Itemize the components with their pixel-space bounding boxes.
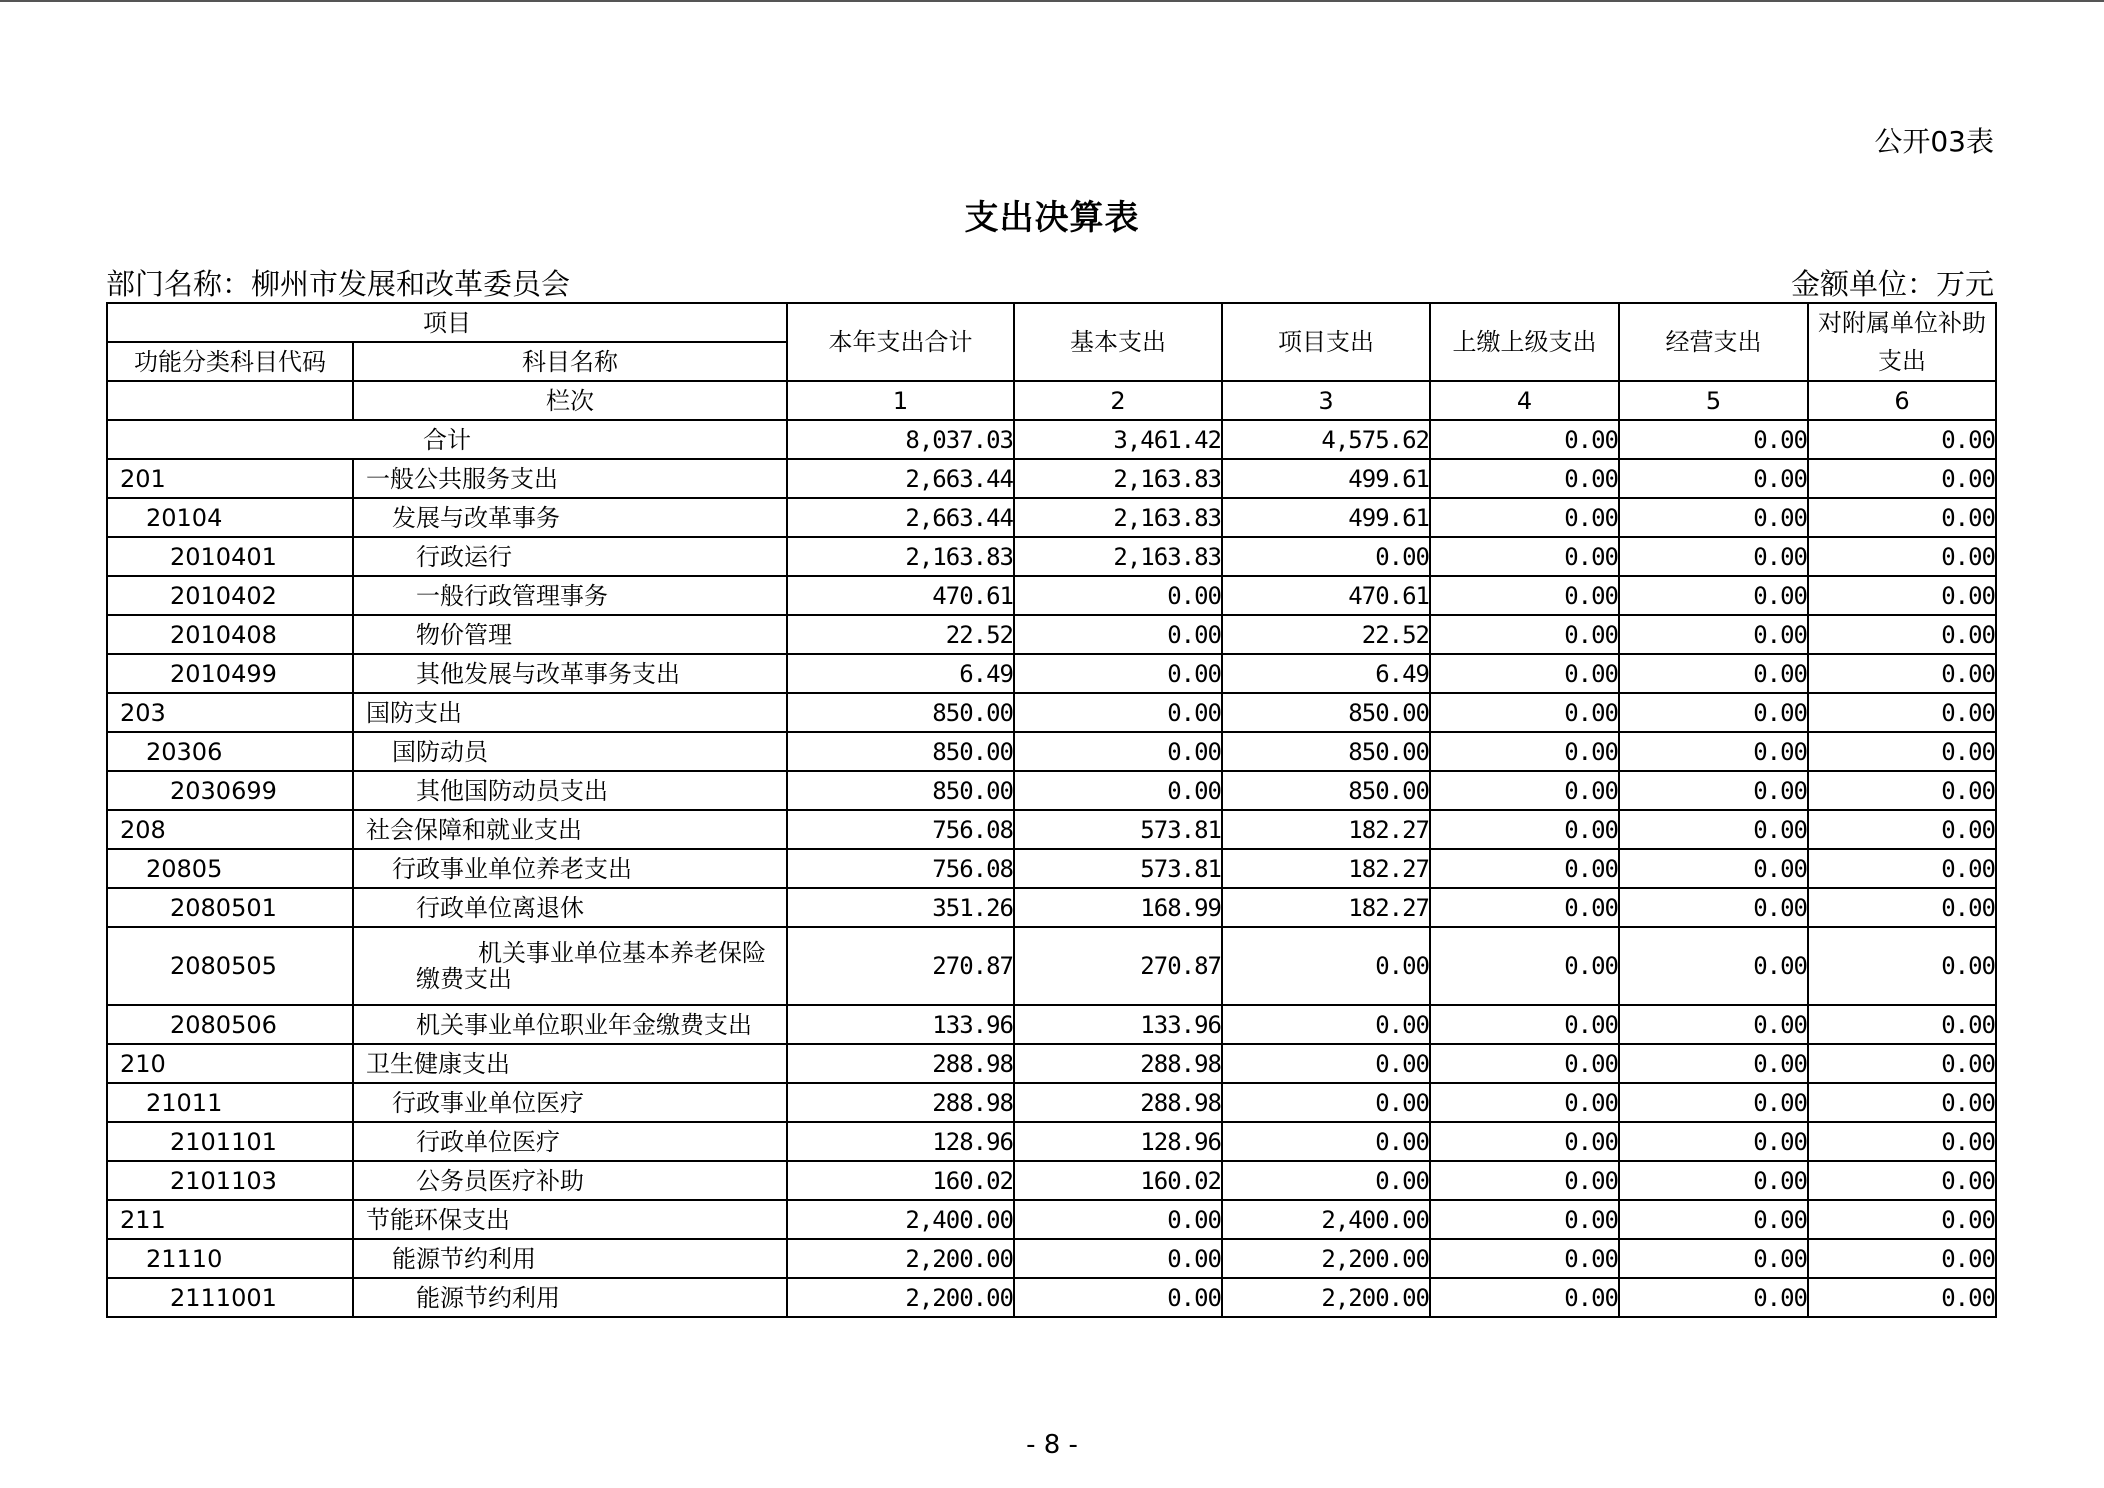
col-number: 4 xyxy=(1430,381,1619,420)
amount-cell: 0.00 xyxy=(1222,927,1430,1005)
amount-cell: 0.00 xyxy=(1619,810,1808,849)
amount-cell: 470.61 xyxy=(1222,576,1430,615)
amount-cell: 850.00 xyxy=(1222,693,1430,732)
amount-cell: 6.49 xyxy=(787,654,1014,693)
amount-cell: 850.00 xyxy=(787,732,1014,771)
subject-name: 能源节约利用 xyxy=(353,1239,787,1278)
total-label: 合计 xyxy=(107,420,787,459)
table-row xyxy=(107,1005,1996,1044)
amount-cell: 2,663.44 xyxy=(787,498,1014,537)
amount-cell: 270.87 xyxy=(1014,927,1222,1005)
subject-name: 行政运行 xyxy=(353,537,787,576)
header-row-1 xyxy=(107,303,1996,342)
amount-cell: 0.00 xyxy=(1430,888,1619,927)
amount-cell: 182.27 xyxy=(1222,888,1430,927)
total-value: 0.00 xyxy=(1430,420,1619,459)
header-project: 项目支出 xyxy=(1222,303,1430,381)
amount-cell: 160.02 xyxy=(1014,1161,1222,1200)
amount-cell: 756.08 xyxy=(787,849,1014,888)
amount-cell: 499.61 xyxy=(1222,498,1430,537)
amount-cell: 0.00 xyxy=(1619,1239,1808,1278)
amount-cell: 0.00 xyxy=(1430,693,1619,732)
amount-cell: 0.00 xyxy=(1014,732,1222,771)
amount-cell: 0.00 xyxy=(1619,1161,1808,1200)
amount-cell: 0.00 xyxy=(1014,693,1222,732)
amount-cell: 0.00 xyxy=(1619,888,1808,927)
col-number: 2 xyxy=(1014,381,1222,420)
amount-cell: 0.00 xyxy=(1808,1005,1996,1044)
amount-cell: 270.87 xyxy=(787,927,1014,1005)
amount-cell: 2,200.00 xyxy=(1222,1239,1430,1278)
subject-code: 2101101 xyxy=(107,1122,353,1161)
subject-code: 2111001 xyxy=(107,1278,353,1317)
total-value: 0.00 xyxy=(1808,420,1996,459)
subject-code: 21011 xyxy=(107,1083,353,1122)
amount-cell: 0.00 xyxy=(1619,1122,1808,1161)
amount-cell: 0.00 xyxy=(1808,1161,1996,1200)
subject-code: 2010401 xyxy=(107,537,353,576)
amount-cell: 0.00 xyxy=(1014,615,1222,654)
col-number: 6 xyxy=(1808,381,1996,420)
amount-cell: 0.00 xyxy=(1619,615,1808,654)
subject-code: 2010402 xyxy=(107,576,353,615)
amount-cell: 0.00 xyxy=(1430,1200,1619,1239)
subject-name: 公务员医疗补助 xyxy=(353,1161,787,1200)
subject-name: 行政单位离退休 xyxy=(353,888,787,927)
amount-cell: 0.00 xyxy=(1430,459,1619,498)
amount-cell: 0.00 xyxy=(1808,654,1996,693)
table-row xyxy=(107,1122,1996,1161)
header-business: 经营支出 xyxy=(1619,303,1808,381)
table-row xyxy=(107,1044,1996,1083)
amount-cell: 2,163.83 xyxy=(787,537,1014,576)
header-col-index: 栏次 xyxy=(353,381,787,420)
col-number: 5 xyxy=(1619,381,1808,420)
subject-name: 行政事业单位医疗 xyxy=(353,1083,787,1122)
table-row xyxy=(107,576,1996,615)
subject-name: 机关事业单位基本养老保险缴费支出 xyxy=(353,927,787,1005)
subject-code: 2080505 xyxy=(107,927,353,1005)
amount-cell: 0.00 xyxy=(1430,810,1619,849)
total-row xyxy=(107,420,1996,459)
subject-code: 2080501 xyxy=(107,888,353,927)
header-subsidy: 对附属单位补助支出 xyxy=(1808,303,1996,381)
amount-cell: 2,200.00 xyxy=(1222,1278,1430,1317)
expenditure-table xyxy=(106,302,1997,1318)
subject-name: 能源节约利用 xyxy=(353,1278,787,1317)
amount-cell: 160.02 xyxy=(787,1161,1014,1200)
amount-cell: 0.00 xyxy=(1619,849,1808,888)
amount-cell: 288.98 xyxy=(1014,1083,1222,1122)
amount-cell: 0.00 xyxy=(1619,771,1808,810)
amount-cell: 0.00 xyxy=(1808,537,1996,576)
subject-code: 2010499 xyxy=(107,654,353,693)
table-row xyxy=(107,1239,1996,1278)
amount-cell: 0.00 xyxy=(1430,1083,1619,1122)
subject-code: 210 xyxy=(107,1044,353,1083)
amount-cell: 288.98 xyxy=(787,1044,1014,1083)
amount-cell: 133.96 xyxy=(787,1005,1014,1044)
amount-cell: 0.00 xyxy=(1619,537,1808,576)
table-row xyxy=(107,654,1996,693)
amount-cell: 0.00 xyxy=(1430,498,1619,537)
amount-cell: 0.00 xyxy=(1808,615,1996,654)
subject-code: 203 xyxy=(107,693,353,732)
table-row xyxy=(107,1278,1996,1317)
total-value: 0.00 xyxy=(1619,420,1808,459)
table-row xyxy=(107,927,1996,1005)
subject-name: 其他国防动员支出 xyxy=(353,771,787,810)
amount-cell: 0.00 xyxy=(1430,1239,1619,1278)
subject-code: 21110 xyxy=(107,1239,353,1278)
subject-code: 2101103 xyxy=(107,1161,353,1200)
amount-cell: 351.26 xyxy=(787,888,1014,927)
amount-cell: 182.27 xyxy=(1222,849,1430,888)
amount-cell: 0.00 xyxy=(1222,1005,1430,1044)
table-row xyxy=(107,537,1996,576)
col-number: 1 xyxy=(787,381,1014,420)
subject-name: 行政单位医疗 xyxy=(353,1122,787,1161)
header-total: 本年支出合计 xyxy=(787,303,1014,381)
amount-cell: 0.00 xyxy=(1808,888,1996,927)
table-row xyxy=(107,498,1996,537)
amount-cell: 168.99 xyxy=(1014,888,1222,927)
amount-cell: 0.00 xyxy=(1619,498,1808,537)
amount-cell: 0.00 xyxy=(1222,1161,1430,1200)
amount-cell: 0.00 xyxy=(1808,849,1996,888)
table-row xyxy=(107,1161,1996,1200)
amount-cell: 288.98 xyxy=(1014,1044,1222,1083)
col-number: 3 xyxy=(1222,381,1430,420)
form-number: 公开03表 xyxy=(1874,125,1994,158)
subject-code: 2010408 xyxy=(107,615,353,654)
amount-cell: 0.00 xyxy=(1430,615,1619,654)
amount-cell: 850.00 xyxy=(787,771,1014,810)
page-number: - 8 - xyxy=(1026,1430,1078,1460)
header-upper: 上缴上级支出 xyxy=(1430,303,1619,381)
table-row xyxy=(107,1083,1996,1122)
total-value: 8,037.03 xyxy=(787,420,1014,459)
amount-cell: 0.00 xyxy=(1808,576,1996,615)
amount-cell: 0.00 xyxy=(1430,537,1619,576)
amount-cell: 0.00 xyxy=(1014,1200,1222,1239)
amount-cell: 2,163.83 xyxy=(1014,459,1222,498)
amount-cell: 850.00 xyxy=(787,693,1014,732)
amount-cell: 0.00 xyxy=(1808,459,1996,498)
amount-cell: 0.00 xyxy=(1619,654,1808,693)
total-value: 4,575.62 xyxy=(1222,420,1430,459)
amount-cell: 128.96 xyxy=(1014,1122,1222,1161)
amount-cell: 133.96 xyxy=(1014,1005,1222,1044)
amount-cell: 0.00 xyxy=(1014,654,1222,693)
table-row xyxy=(107,810,1996,849)
total-value: 3,461.42 xyxy=(1014,420,1222,459)
amount-cell: 0.00 xyxy=(1808,1122,1996,1161)
amount-cell: 0.00 xyxy=(1808,1083,1996,1122)
amount-cell: 573.81 xyxy=(1014,810,1222,849)
subject-name: 国防支出 xyxy=(353,693,787,732)
table-row xyxy=(107,771,1996,810)
amount-cell: 0.00 xyxy=(1619,693,1808,732)
subject-code: 20306 xyxy=(107,732,353,771)
amount-cell: 0.00 xyxy=(1619,927,1808,1005)
amount-cell: 0.00 xyxy=(1430,1044,1619,1083)
amount-cell: 850.00 xyxy=(1222,771,1430,810)
amount-cell: 0.00 xyxy=(1222,537,1430,576)
top-border-line xyxy=(0,0,2104,2)
amount-cell: 2,163.83 xyxy=(1014,537,1222,576)
subject-name: 社会保障和就业支出 xyxy=(353,810,787,849)
amount-cell: 2,200.00 xyxy=(787,1278,1014,1317)
table-row xyxy=(107,1200,1996,1239)
amount-cell: 0.00 xyxy=(1014,1239,1222,1278)
header-subject: 科目名称 xyxy=(353,342,787,381)
amount-cell: 0.00 xyxy=(1430,927,1619,1005)
amount-cell: 0.00 xyxy=(1808,1239,1996,1278)
amount-cell: 0.00 xyxy=(1014,771,1222,810)
amount-cell: 182.27 xyxy=(1222,810,1430,849)
amount-cell: 0.00 xyxy=(1808,498,1996,537)
amount-cell: 288.98 xyxy=(787,1083,1014,1122)
subject-name: 国防动员 xyxy=(353,732,787,771)
header-empty-cell xyxy=(107,381,353,420)
amount-cell: 0.00 xyxy=(1430,654,1619,693)
subject-code: 2080506 xyxy=(107,1005,353,1044)
amount-cell: 2,400.00 xyxy=(1222,1200,1430,1239)
table-row xyxy=(107,693,1996,732)
amount-cell: 0.00 xyxy=(1430,771,1619,810)
amount-cell: 0.00 xyxy=(1430,1161,1619,1200)
amount-cell: 0.00 xyxy=(1222,1083,1430,1122)
subject-name: 一般公共服务支出 xyxy=(353,459,787,498)
document-title: 支出决算表 xyxy=(964,198,1140,238)
amount-cell: 0.00 xyxy=(1222,1122,1430,1161)
amount-cell: 0.00 xyxy=(1808,693,1996,732)
amount-cell: 0.00 xyxy=(1014,1278,1222,1317)
table-row xyxy=(107,888,1996,927)
table-row xyxy=(107,459,1996,498)
subject-code: 208 xyxy=(107,810,353,849)
amount-cell: 0.00 xyxy=(1808,1200,1996,1239)
subject-code: 2030699 xyxy=(107,771,353,810)
amount-cell: 0.00 xyxy=(1808,771,1996,810)
subject-code: 201 xyxy=(107,459,353,498)
amount-cell: 2,400.00 xyxy=(787,1200,1014,1239)
amount-cell: 0.00 xyxy=(1808,810,1996,849)
header-item: 项目 xyxy=(107,303,787,342)
amount-cell: 573.81 xyxy=(1014,849,1222,888)
subject-code: 20805 xyxy=(107,849,353,888)
department-name: 部门名称：柳州市发展和改革委员会 xyxy=(106,267,571,301)
amount-cell: 0.00 xyxy=(1619,1005,1808,1044)
subject-name: 其他发展与改革事务支出 xyxy=(353,654,787,693)
subject-name: 节能环保支出 xyxy=(353,1200,787,1239)
subject-name: 物价管理 xyxy=(353,615,787,654)
amount-cell: 0.00 xyxy=(1619,576,1808,615)
amount-cell: 756.08 xyxy=(787,810,1014,849)
subject-name: 一般行政管理事务 xyxy=(353,576,787,615)
amount-unit: 金额单位：万元 xyxy=(1790,267,1994,301)
amount-cell: 0.00 xyxy=(1014,576,1222,615)
header-basic: 基本支出 xyxy=(1014,303,1222,381)
table-row xyxy=(107,732,1996,771)
subject-name: 机关事业单位职业年金缴费支出 xyxy=(353,1005,787,1044)
subject-code: 211 xyxy=(107,1200,353,1239)
amount-cell: 0.00 xyxy=(1619,1200,1808,1239)
amount-cell: 850.00 xyxy=(1222,732,1430,771)
amount-cell: 0.00 xyxy=(1619,1044,1808,1083)
subject-name: 行政事业单位养老支出 xyxy=(353,849,787,888)
amount-cell: 0.00 xyxy=(1619,732,1808,771)
amount-cell: 2,663.44 xyxy=(787,459,1014,498)
table-row xyxy=(107,849,1996,888)
amount-cell: 0.00 xyxy=(1619,459,1808,498)
amount-cell: 0.00 xyxy=(1430,576,1619,615)
amount-cell: 0.00 xyxy=(1430,1005,1619,1044)
amount-cell: 6.49 xyxy=(1222,654,1430,693)
amount-cell: 22.52 xyxy=(787,615,1014,654)
table-row xyxy=(107,615,1996,654)
amount-cell: 0.00 xyxy=(1430,732,1619,771)
amount-cell: 128.96 xyxy=(787,1122,1014,1161)
amount-cell: 0.00 xyxy=(1430,1278,1619,1317)
amount-cell: 0.00 xyxy=(1808,1044,1996,1083)
amount-cell: 0.00 xyxy=(1222,1044,1430,1083)
amount-cell: 0.00 xyxy=(1430,849,1619,888)
header-code: 功能分类科目代码 xyxy=(107,342,353,381)
subject-name: 发展与改革事务 xyxy=(353,498,787,537)
amount-cell: 0.00 xyxy=(1808,927,1996,1005)
amount-cell: 0.00 xyxy=(1430,1122,1619,1161)
subject-code: 20104 xyxy=(107,498,353,537)
amount-cell: 499.61 xyxy=(1222,459,1430,498)
amount-cell: 22.52 xyxy=(1222,615,1430,654)
amount-cell: 0.00 xyxy=(1619,1083,1808,1122)
amount-cell: 2,200.00 xyxy=(787,1239,1014,1278)
subject-name: 卫生健康支出 xyxy=(353,1044,787,1083)
amount-cell: 2,163.83 xyxy=(1014,498,1222,537)
amount-cell: 0.00 xyxy=(1808,1278,1996,1317)
amount-cell: 0.00 xyxy=(1619,1278,1808,1317)
amount-cell: 0.00 xyxy=(1808,732,1996,771)
amount-cell: 470.61 xyxy=(787,576,1014,615)
header-row-3 xyxy=(107,381,1996,420)
